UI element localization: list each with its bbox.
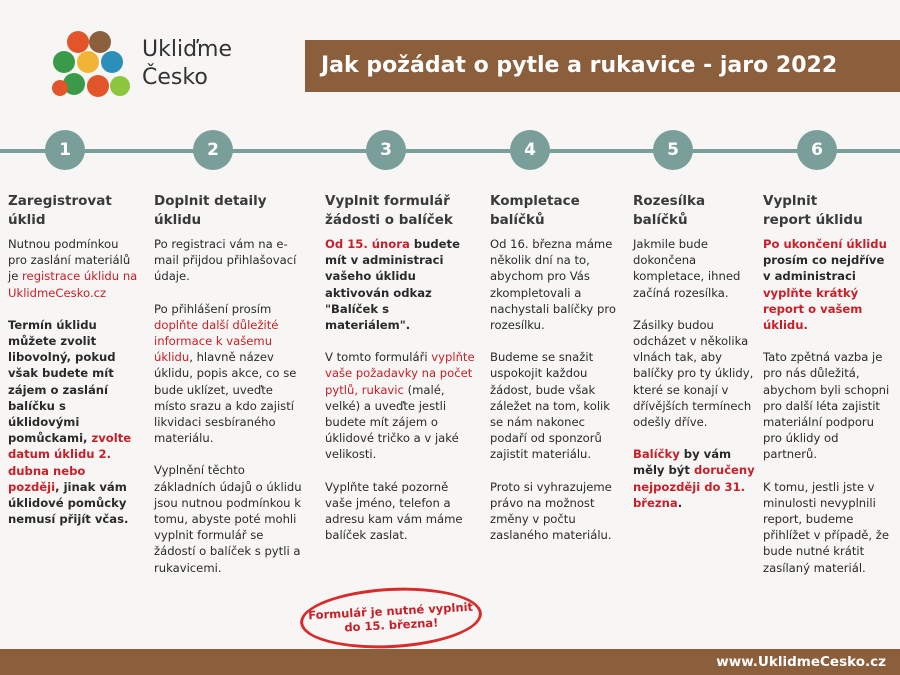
timeline-line [0, 149, 900, 153]
step-4-text-3: Proto si vyhrazujeme právo na možnost změny v počtu zaslaného materiálu. [490, 479, 612, 543]
brand-name [142, 36, 232, 92]
step-1-title: Zaregistrovat úklid [8, 193, 112, 228]
step-6-text-3: K tomu, jestli jste v minulosti nevyplnili report, budeme přihlížet v případě, že bude nutné krátit zasílaný materiál. [763, 479, 890, 575]
step-2-circle: 2 [193, 130, 233, 170]
step-3-column [325, 192, 475, 559]
step-3-text-2: V tomto formuláři vyplňte vaše požadavky na počet pytlů, rukavic (malé, velké) a uveďte jestli budete mít zájem o úklidové tričko a v jaké velikosti. [325, 350, 475, 462]
brand-line-1: Ukliďme [142, 37, 232, 62]
step-1-text-2: Termín úklidu můžete zvolit libovolný, pokud však budete mít zájem o zaslání balíčku s úklidovými pomůckami, zvolte datum úklidu 2. dubna nebo později, jinak vám úklidové pomůcky nemusí přijít včas. [8, 317, 132, 527]
step-5-text-1: Jakmile bude dokončena kompletace, ihned začíná rozesílka. [633, 237, 741, 300]
step-4-column [490, 192, 620, 559]
step-5-text-2: Zásilky budou odcházet v několika vlnách tak, aby balíčky pro ty úklidy, které se konají v dřívějších termínech odešly dříve. [633, 317, 754, 430]
step-2-column [154, 192, 302, 592]
step-3-title: Vyplnit formulář žádosti o balíček [325, 193, 453, 228]
step-1-text-1: Nutnou podmínkou pro zaslání materiálů je registrace úklidu na UklidmeCesko.cz [8, 237, 138, 300]
step-2-title: Doplnit detaily úklidu [154, 193, 267, 228]
step-6-text-2: Tato zpětná vazba je pro nás důležitá, abychom byli schopni pro další léta zajistit materiální podporu pro úklidy od partnerů. [763, 350, 890, 462]
step-5-circle: 5 [653, 130, 693, 170]
step-6-circle: 6 [797, 130, 837, 170]
faces-logo-icon [50, 28, 130, 108]
deadline-stamp: Formulář je nutné vyplnit do 15. března! [299, 583, 484, 652]
step-5-column [633, 192, 755, 527]
step-4-title: Kompletace balíčků [490, 193, 580, 228]
website-link[interactable]: www.UklidmeCesko.cz [716, 654, 886, 670]
brand-line-2: Česko [142, 65, 208, 90]
step-2-text-1: Po registraci vám na e-mail přijdou přihlašovací údaje. [154, 237, 297, 284]
step-1-circle: 1 [45, 130, 85, 170]
step-4-text-1: Od 16. března máme několik dní na to, abychom pro Vás zkompletovali a nachystali balíčky pro rozesílku. [490, 237, 616, 333]
step-2-text-2: Po přihlášení prosím doplňte další důležité informace k vašemu úklidu, hlavně název úklidu, popis akce, co se bude uklízet, uveďte místo srazu a kdo zajistí likvidaci sesbíraného materiálu. [154, 301, 297, 446]
step-5-title: Rozesílka balíčků [633, 193, 706, 228]
step-6-title: Vyplnit report úklidu [763, 193, 863, 228]
registration-link[interactable]: registrace úklidu na UklidmeCesko.cz [8, 269, 138, 300]
step-3-circle: 3 [366, 130, 406, 170]
page-title: Jak požádat o pytle a rukavice - jaro 2022 [305, 40, 900, 92]
footer [0, 649, 900, 675]
step-6-text-1: Po ukončení úklidu prosím co nejdříve v administraci vyplňte krátký report o vašem úklidu. [763, 237, 887, 333]
step-2-text-3: Vyplnění těchto základních údajů o úklidu jsou nutnou podmínkou k tomu, abyste poté mohli vyplnit formulář se žádostí o balíček s pytli a rukavicemi. [154, 463, 302, 575]
step-3-text-1: Od 15. února budete mít v administraci vašeho úklidu aktivován odkaz "Balíček s materiálem". [325, 237, 460, 333]
step-4-text-2: Budeme se snažit uspokojit každou žádost, bude však záležet na tom, kolik se nám nakonec podaří od sponzorů zajistit materiálu. [490, 350, 610, 462]
logo [50, 28, 280, 108]
step-5-text-3: Balíčky by vám měly být doručeny nejpozději do 31. března. [633, 447, 755, 510]
step-6-column [763, 192, 893, 592]
timeline [0, 130, 900, 174]
step-1-column [8, 192, 140, 543]
step-4-circle: 4 [510, 130, 550, 170]
step-3-text-3: Vyplňte také pozorně vaše jméno, telefon a adresu kam vám máme balíček zaslat. [325, 479, 463, 543]
